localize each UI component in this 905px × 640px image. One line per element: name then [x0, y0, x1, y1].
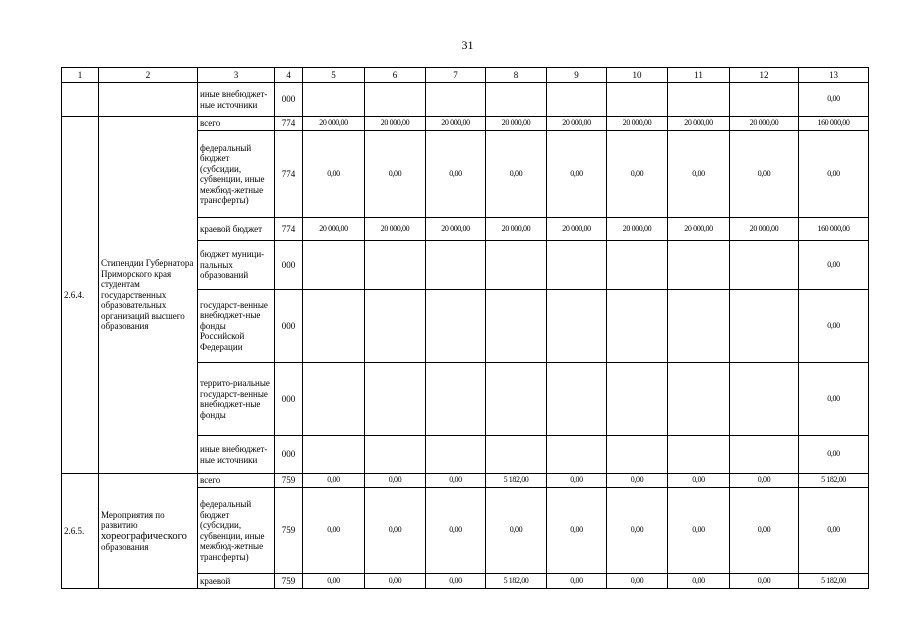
table-row: [62, 117, 869, 131]
column-header: 7: [426, 68, 486, 83]
column-header: 11: [668, 68, 730, 83]
year-value: 20 000,00: [303, 117, 365, 131]
year-value: [486, 363, 547, 436]
year-value: [365, 436, 426, 474]
year-value: 20 000,00: [426, 117, 486, 131]
year-value: [303, 436, 365, 474]
year-value: [486, 436, 547, 474]
column-header: 1: [62, 68, 99, 83]
total-value: 5 182,00: [799, 574, 869, 589]
funding-source: краевой: [198, 574, 275, 589]
year-value: 0,00: [547, 574, 607, 589]
activity-code: 2.6.4.: [62, 117, 99, 474]
year-value: 0,00: [607, 488, 668, 574]
year-value: 20 000,00: [607, 218, 668, 241]
grbs-code: 000: [275, 363, 303, 436]
year-value: 20 000,00: [303, 218, 365, 241]
year-value: 0,00: [303, 474, 365, 488]
funding-source: иные внебюджет-ные источники: [198, 436, 275, 474]
grbs-code: 000: [275, 241, 303, 290]
year-value: 0,00: [303, 574, 365, 589]
year-value: [486, 83, 547, 117]
grbs-code: 759: [275, 574, 303, 589]
column-header: 5: [303, 68, 365, 83]
grbs-code: 774: [275, 117, 303, 131]
year-value: [668, 241, 730, 290]
year-value: [486, 241, 547, 290]
activity-name-part: образования: [101, 542, 149, 552]
total-value: 0,00: [799, 83, 869, 117]
year-value: [668, 363, 730, 436]
year-value: [668, 83, 730, 117]
funding-source: федеральный бюджет (субсидии, субвенции, иные межбюд-жетные трансферты): [198, 488, 275, 574]
year-value: 0,00: [426, 574, 486, 589]
total-value: 0,00: [799, 363, 869, 436]
year-value: 20 000,00: [486, 218, 547, 241]
year-value: 0,00: [303, 131, 365, 218]
budget-table: [61, 67, 869, 589]
year-value: [607, 241, 668, 290]
year-value: 0,00: [668, 474, 730, 488]
year-value: [303, 241, 365, 290]
column-header: 3: [198, 68, 275, 83]
column-header: 4: [275, 68, 303, 83]
year-value: [607, 83, 668, 117]
year-value: 20 000,00: [365, 218, 426, 241]
activity-name: [99, 474, 198, 589]
year-value: [303, 363, 365, 436]
activity-code: 2.6.5.: [62, 474, 99, 589]
year-value: [547, 436, 607, 474]
year-value: [426, 436, 486, 474]
year-value: [365, 83, 426, 117]
year-value: [486, 290, 547, 363]
year-value: [607, 290, 668, 363]
year-value: 20 000,00: [426, 218, 486, 241]
year-value: [607, 436, 668, 474]
year-value: 0,00: [547, 474, 607, 488]
year-value: [730, 290, 799, 363]
total-value: 160 000,00: [799, 218, 869, 241]
total-value: 0,00: [799, 290, 869, 363]
year-value: 20 000,00: [668, 218, 730, 241]
year-value: [668, 436, 730, 474]
year-value: 0,00: [668, 488, 730, 574]
year-value: [547, 83, 607, 117]
year-value: [426, 83, 486, 117]
year-value: 0,00: [426, 131, 486, 218]
grbs-code: 774: [275, 218, 303, 241]
year-value: 20 000,00: [547, 117, 607, 131]
funding-source: государст-венные внебюджет-ные фонды Российской Федерации: [198, 290, 275, 363]
total-value: 0,00: [799, 241, 869, 290]
year-value: 5 182,00: [486, 474, 547, 488]
year-value: [365, 363, 426, 436]
funding-source: краевой бюджет: [198, 218, 275, 241]
year-value: [607, 363, 668, 436]
year-value: 0,00: [486, 488, 547, 574]
grbs-code: 000: [275, 290, 303, 363]
year-value: 0,00: [668, 131, 730, 218]
year-value: [668, 290, 730, 363]
row-code-cell: [62, 83, 99, 117]
year-value: [426, 290, 486, 363]
column-header: 12: [730, 68, 799, 83]
year-value: [547, 363, 607, 436]
table-row: [62, 474, 869, 488]
funding-source: федеральный бюджет (субсидии, субвенции, иные межбюд-жетные трансферты): [198, 131, 275, 218]
year-value: 0,00: [607, 574, 668, 589]
year-value: 0,00: [547, 488, 607, 574]
year-value: [303, 290, 365, 363]
year-value: 0,00: [486, 131, 547, 218]
column-header: 8: [486, 68, 547, 83]
funding-source: террито-риальные государст-венные внебюджет-ные фонды: [198, 363, 275, 436]
funding-source: всего: [198, 474, 275, 488]
year-value: 0,00: [365, 488, 426, 574]
column-header: 9: [547, 68, 607, 83]
year-value: 20 000,00: [365, 117, 426, 131]
year-value: 0,00: [730, 574, 799, 589]
year-value: 20 000,00: [547, 218, 607, 241]
year-value: [426, 241, 486, 290]
year-value: [303, 83, 365, 117]
year-value: 0,00: [365, 574, 426, 589]
year-value: 20 000,00: [730, 117, 799, 131]
year-value: 20 000,00: [668, 117, 730, 131]
grbs-code: 759: [275, 488, 303, 574]
year-value: [730, 83, 799, 117]
grbs-code: 759: [275, 474, 303, 488]
year-value: 0,00: [365, 474, 426, 488]
year-value: 0,00: [426, 488, 486, 574]
year-value: 0,00: [730, 474, 799, 488]
year-value: 5 182,00: [486, 574, 547, 589]
total-value: 0,00: [799, 131, 869, 218]
activity-name-part: хореографического: [101, 530, 187, 542]
year-value: [547, 290, 607, 363]
total-value: 160 000,00: [799, 117, 869, 131]
grbs-code: 000: [275, 436, 303, 474]
activity-name-part: Мероприятия по развитию: [101, 509, 165, 530]
year-value: 0,00: [730, 488, 799, 574]
total-value: 5 182,00: [799, 474, 869, 488]
year-value: 0,00: [730, 131, 799, 218]
column-header: 6: [365, 68, 426, 83]
grbs-code: 774: [275, 131, 303, 218]
year-value: 0,00: [426, 474, 486, 488]
year-value: 20 000,00: [486, 117, 547, 131]
year-value: [547, 241, 607, 290]
year-value: 0,00: [365, 131, 426, 218]
year-value: 0,00: [303, 488, 365, 574]
grbs-code: 000: [275, 83, 303, 117]
year-value: 0,00: [668, 574, 730, 589]
year-value: [365, 241, 426, 290]
page-number: 31: [461, 38, 474, 52]
year-value: 20 000,00: [730, 218, 799, 241]
activity-name: Стипендии Губернатора Приморского края студентам государственных образовательных организаций высшего образования: [99, 117, 198, 474]
year-value: 20 000,00: [607, 117, 668, 131]
funding-source: бюджет муници-пальных образований: [198, 241, 275, 290]
column-header: 13: [799, 68, 869, 83]
row-name-cell: [99, 83, 198, 117]
year-value: [730, 436, 799, 474]
year-value: [730, 363, 799, 436]
funding-source: всего: [198, 117, 275, 131]
year-value: [730, 241, 799, 290]
year-value: 0,00: [547, 131, 607, 218]
total-value: 0,00: [799, 436, 869, 474]
header-row: [62, 68, 869, 83]
column-header: 2: [99, 68, 198, 83]
funding-source: иные внебюджет-ные источники: [198, 83, 275, 117]
year-value: [426, 363, 486, 436]
year-value: [365, 290, 426, 363]
total-value: 0,00: [799, 488, 869, 574]
year-value: 0,00: [607, 131, 668, 218]
year-value: 0,00: [607, 474, 668, 488]
column-header: 10: [607, 68, 668, 83]
table-row: [62, 83, 869, 117]
